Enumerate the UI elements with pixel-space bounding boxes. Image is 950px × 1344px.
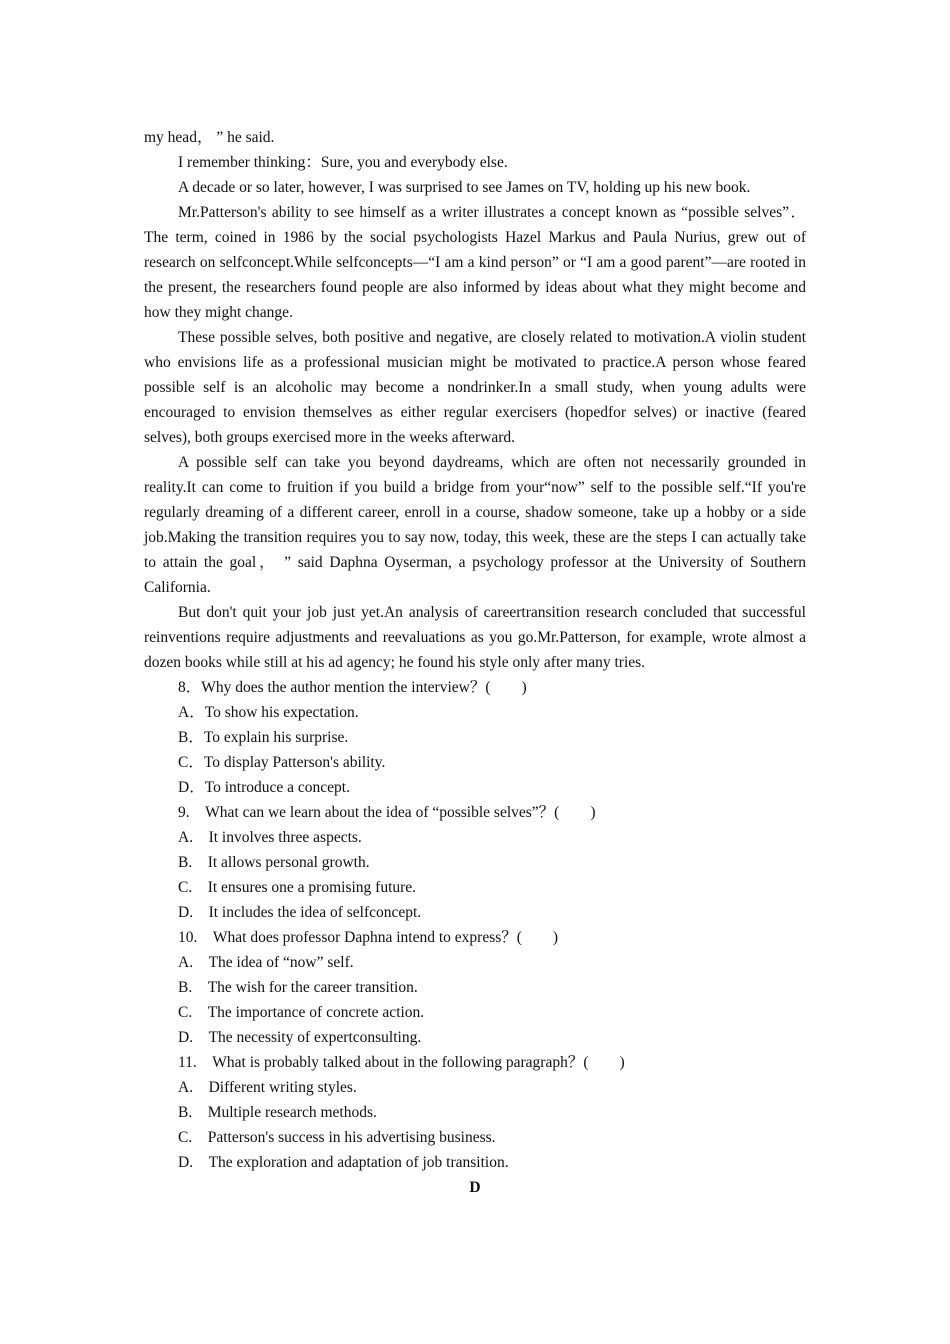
question-stem: 10. What does professor Daphna intend to express？( ) [178,929,559,946]
answer-option: B. The wish for the career transition. [178,979,418,996]
question-10 [144,925,806,1050]
answer-option: C. Patterson's success in his advertising business. [178,1129,496,1146]
answer-option: A. Different writing styles. [178,1079,357,1096]
question-stem: 11. What is probably talked about in the following paragraph？( ) [178,1054,625,1071]
passage-paragraph: I remember thinking：Sure, you and everybody else. [178,154,508,171]
passage-paragraph: But don't quit your job just yet.An analysis of careertransition research concluded that successful reinventions require adjustments and reevaluations as you go.Mr.Patterson, for example, wrote almost a dozen books while still at his ad agency; he found his style only after many tries. [144,604,806,671]
answer-option: B．To explain his surprise. [178,729,349,746]
answer-option: C. The importance of concrete action. [178,1004,425,1021]
answer-option: A. It involves three aspects. [178,829,362,846]
answer-option: A．To show his expectation. [178,704,359,721]
answer-option: A. The idea of “now” self. [178,954,354,971]
answer-option: D. It includes the idea of selfconcept. [178,904,422,921]
passage-paragraph: my head， ” he said. [144,129,275,146]
answer-option: B. Multiple research methods. [178,1104,377,1121]
answer-option: D. The necessity of expertconsulting. [178,1029,422,1046]
answer-option: C．To display Patterson's ability. [178,754,386,771]
passage-paragraph: A possible self can take you beyond daydreams, which are often not necessarily grounded in reality.It can come to fruition if you build a bridge from your“now” self to the possible self.“If you're regularly dreaming of a different career, enroll in a course, shadow someone, take up a hobby or a side job.Making the transition requires you to say now, today, this week, these are the steps I can actually take to attain the goal， ” said Daphna Oyserman, a psychology professor at the University of Southern California. [144,454,806,596]
passage-paragraph: Mr.Patterson's ability to see himself as a writer illustrates a concept known as “possible selves”． The term, coined in 1986 by the social psychologists Hazel Markus and Paula Nurius, grew out of research on selfconcept.While selfconcepts—“I am a kind person” or “I am a good parent”—are rooted in the present, the researchers found people are also informed by ideas about what they might become and how they might change. [144,204,806,321]
question-8 [144,675,806,800]
question-9 [144,800,806,925]
document-page [144,125,806,1200]
passage-paragraph: A decade or so later, however, I was surprised to see James on TV, holding up his new book. [178,179,751,196]
question-stem: 9. What can we learn about the idea of “possible selves”？( ) [178,804,596,821]
passage-paragraph: These possible selves, both positive and negative, are closely related to motivation.A violin student who envisions life as a professional musician might be motivated to practice.A person whose feared possible self is an alcoholic may become a nondrinker.In a small study, when young adults were encouraged to envision themselves as either regular exercisers (hopedfor selves) or inactive (feared selves), both groups exercised more in the weeks afterward. [144,329,806,446]
next-section-heading: D [469,1179,481,1196]
question-stem: 8．Why does the author mention the interview？( ) [178,679,527,696]
answer-option: D．To introduce a concept. [178,779,350,796]
answer-option: C. It ensures one a promising future. [178,879,417,896]
answer-option: B. It allows personal growth. [178,854,370,871]
answer-option: D. The exploration and adaptation of job transition. [178,1154,509,1171]
question-11 [144,1050,806,1175]
